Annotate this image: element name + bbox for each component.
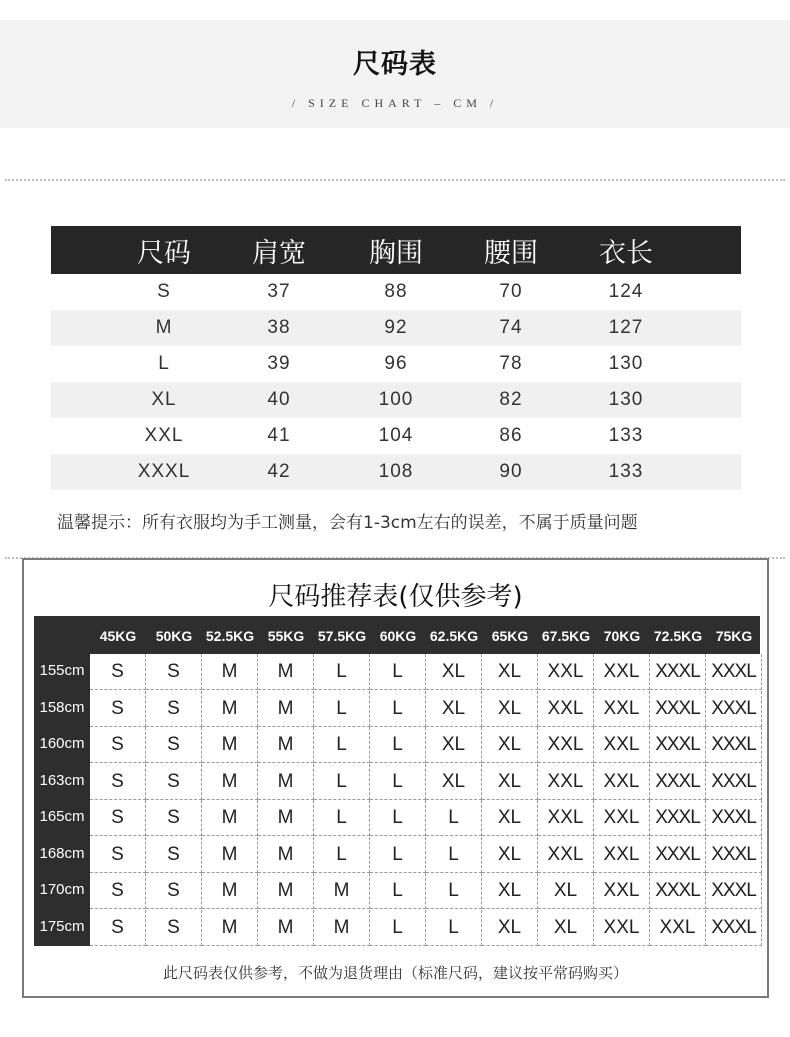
grid-cell: M: [202, 910, 258, 946]
grid-cell: XL: [426, 654, 482, 690]
table-cell: 130: [608, 389, 644, 410]
table-cell: 38: [267, 317, 291, 338]
table-cell: XXL: [144, 425, 184, 446]
grid-cell: L: [370, 727, 426, 763]
height-header: 168cm: [39, 844, 85, 862]
height-header: 165cm: [39, 808, 85, 825]
grid-cell: XXXL: [706, 910, 762, 946]
grid-cell: L: [426, 873, 482, 909]
grid-cell: XL: [482, 837, 538, 873]
table-row: [51, 418, 741, 454]
table-row: [51, 274, 741, 310]
table-cell: 82: [499, 389, 523, 410]
grid-cell: XXL: [538, 764, 594, 800]
grid-cell: XXXL: [706, 837, 762, 873]
column-header-shoulder: 肩宽: [252, 237, 306, 269]
size-table-header: [51, 226, 741, 274]
grid-cell: M: [258, 764, 314, 800]
table-cell: 96: [384, 353, 408, 374]
grid-cell: S: [90, 691, 146, 727]
grid-cell: XXXL: [650, 800, 706, 836]
grid-cell: XL: [426, 764, 482, 800]
grid-cell: XXL: [538, 691, 594, 727]
table-cell: XL: [151, 389, 177, 410]
weight-header: 70KG: [603, 628, 641, 644]
grid-cell: M: [258, 837, 314, 873]
column-header-chest: 胸围: [369, 237, 423, 269]
grid-cell: L: [426, 800, 482, 836]
grid-cell: S: [146, 727, 202, 763]
grid-cell: S: [90, 727, 146, 763]
grid-cell: L: [426, 910, 482, 946]
table-cell: L: [158, 353, 170, 374]
grid-cell: M: [258, 873, 314, 909]
grid-cell: S: [90, 910, 146, 946]
grid-cell: M: [258, 910, 314, 946]
grid-cell: L: [370, 910, 426, 946]
grid-cell: XXL: [594, 691, 650, 727]
grid-cell: S: [90, 764, 146, 800]
grid-cell: XXL: [594, 800, 650, 836]
grid-cell: L: [370, 764, 426, 800]
recommendation-title: 尺码推荐表(仅供参考): [268, 582, 523, 612]
grid-cell: XXL: [538, 727, 594, 763]
table-cell: 127: [608, 317, 644, 338]
grid-cell: S: [90, 654, 146, 690]
table-cell: 92: [384, 317, 408, 338]
grid-cell: XXL: [594, 873, 650, 909]
grid-cell: XXXL: [706, 727, 762, 763]
table-cell: 130: [608, 353, 644, 374]
grid-cell: M: [258, 800, 314, 836]
table-cell: XXXL: [137, 461, 191, 482]
weight-header: 67.5KG: [541, 628, 591, 644]
table-cell: 37: [267, 281, 291, 302]
size-table: [51, 226, 741, 490]
weight-header: 45KG: [99, 628, 137, 644]
weight-header: 50KG: [155, 628, 193, 644]
grid-cell: S: [146, 837, 202, 873]
grid-cell: XXXL: [706, 764, 762, 800]
grid-cell: XXXL: [650, 764, 706, 800]
grid-cell: XL: [482, 910, 538, 946]
column-header-size: 尺码: [137, 237, 191, 269]
weight-header: 72.5KG: [653, 628, 703, 644]
height-header: 158cm: [39, 698, 85, 716]
grid-cell: S: [146, 764, 202, 800]
column-header-waist: 腰围: [484, 237, 538, 269]
grid-cell: L: [370, 837, 426, 873]
height-header: 175cm: [39, 917, 85, 935]
grid-cell: XXL: [594, 910, 650, 946]
grid-cell: XXL: [650, 910, 706, 946]
grid-cell: L: [370, 800, 426, 836]
grid-cell: S: [90, 800, 146, 836]
grid-cell: XXL: [594, 764, 650, 800]
grid-cell: L: [370, 691, 426, 727]
height-header: 155cm: [39, 662, 85, 679]
grid-cell: M: [258, 727, 314, 763]
grid-cell: M: [258, 654, 314, 690]
grid-cell: XXL: [538, 837, 594, 873]
grid-cell: XXXL: [706, 873, 762, 909]
measurement-tip: 温馨提示：所有衣服均为手工测量，会有1-3cm左右的误差，不属于质量问题: [57, 513, 638, 533]
grid-cell: XXL: [594, 837, 650, 873]
table-cell: 86: [499, 425, 523, 446]
grid-cell: XL: [482, 800, 538, 836]
grid-cell: XL: [482, 691, 538, 727]
grid-cell: XXXL: [650, 837, 706, 873]
grid-cell: XXXL: [650, 691, 706, 727]
weight-header: 57.5KG: [317, 628, 367, 644]
grid-cell: XXXL: [706, 654, 762, 690]
grid-cell: L: [314, 654, 370, 690]
table-cell: 39: [267, 353, 291, 374]
table-row: [51, 346, 741, 382]
height-header: 160cm: [39, 735, 85, 752]
weight-header: 65KG: [491, 628, 529, 644]
weight-header: 62.5KG: [429, 628, 479, 644]
table-cell: 70: [499, 281, 523, 302]
grid-cell: XXXL: [706, 800, 762, 836]
grid-cell: S: [146, 800, 202, 836]
grid-cell: S: [146, 910, 202, 946]
grid-cell: XXL: [538, 654, 594, 690]
weight-header: 60KG: [379, 628, 417, 644]
table-cell: 133: [608, 461, 644, 482]
grid-cell: XL: [538, 910, 594, 946]
grid-cell: S: [146, 654, 202, 690]
recommendation-note: 此尺码表仅供参考，不做为退货理由（标准尺码，建议按平常码购买）: [162, 964, 628, 982]
table-row: [51, 382, 741, 418]
weight-header: 75KG: [715, 628, 753, 644]
grid-cell: XXXL: [650, 727, 706, 763]
weight-header: 55KG: [267, 628, 305, 644]
grid-cell: XXXL: [650, 654, 706, 690]
grid-cell: L: [314, 727, 370, 763]
page-title: 尺码表: [353, 49, 437, 80]
grid-cell: XL: [482, 873, 538, 909]
table-row: [51, 454, 741, 490]
weight-header: 52.5KG: [205, 628, 255, 644]
table-cell: 42: [267, 461, 291, 482]
grid-cell: S: [90, 873, 146, 909]
grid-cell: L: [314, 764, 370, 800]
dotted-divider: [5, 179, 785, 181]
grid-cell: XXXL: [650, 873, 706, 909]
grid-cell: S: [90, 837, 146, 873]
table-cell: 40: [267, 389, 291, 410]
page-subtitle: / SIZE CHART – CM /: [291, 96, 499, 110]
grid-cell: M: [314, 873, 370, 909]
grid-cell: M: [202, 654, 258, 690]
grid-cell: L: [314, 837, 370, 873]
recommendation-grid: [34, 616, 760, 946]
grid-cell: L: [314, 800, 370, 836]
grid-cell: S: [146, 691, 202, 727]
grid-cell: S: [146, 873, 202, 909]
grid-cell: XXL: [538, 800, 594, 836]
table-cell: 41: [267, 425, 291, 446]
grid-cell: M: [202, 873, 258, 909]
grid-cell: M: [202, 764, 258, 800]
grid-cell: M: [202, 837, 258, 873]
table-cell: 74: [499, 317, 523, 338]
table-cell: 90: [499, 461, 523, 482]
grid-cell: XXXL: [706, 691, 762, 727]
table-cell: 124: [608, 281, 644, 302]
grid-cell: L: [426, 837, 482, 873]
grid-cell: L: [314, 691, 370, 727]
grid-cell: XL: [482, 764, 538, 800]
height-header: 170cm: [39, 881, 85, 898]
table-cell: 108: [378, 461, 414, 482]
table-cell: 104: [378, 425, 414, 446]
grid-cell: L: [370, 873, 426, 909]
table-cell: 133: [608, 425, 644, 446]
grid-cell: XL: [538, 873, 594, 909]
grid-cell: M: [314, 910, 370, 946]
table-cell: S: [157, 281, 171, 302]
recommendation-panel: [22, 558, 769, 998]
table-cell: 100: [378, 389, 414, 410]
grid-cell: XL: [482, 727, 538, 763]
table-cell: 88: [384, 281, 408, 302]
grid-cell: XL: [426, 727, 482, 763]
height-header: 163cm: [39, 771, 85, 789]
grid-cell: XL: [426, 691, 482, 727]
grid-cell: M: [258, 691, 314, 727]
grid-cell: M: [202, 727, 258, 763]
grid-cell: M: [202, 691, 258, 727]
grid-cell: XXL: [594, 654, 650, 690]
table-cell: 78: [499, 353, 523, 374]
table-row: [51, 310, 741, 346]
grid-cell: XL: [482, 654, 538, 690]
table-cell: M: [155, 317, 173, 338]
grid-cell: M: [202, 800, 258, 836]
grid-cell: XXL: [594, 727, 650, 763]
column-header-length: 衣长: [599, 237, 653, 269]
grid-cell: L: [370, 654, 426, 690]
